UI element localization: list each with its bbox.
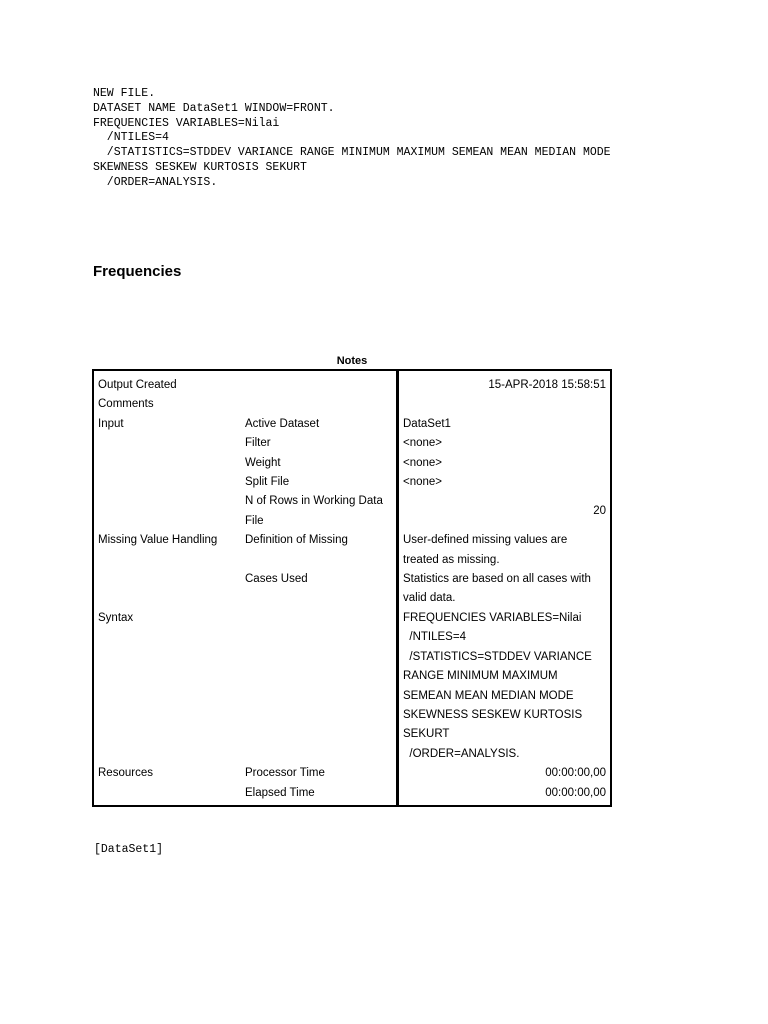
row-value: <none> <box>398 454 612 473</box>
row-item-label <box>241 609 398 764</box>
row-group-label <box>93 454 241 473</box>
row-group-label: Input <box>93 415 241 434</box>
syntax-line: DATASET NAME DataSet1 WINDOW=FRONT. <box>93 101 335 115</box>
section-title: Frequencies <box>93 263 182 280</box>
table-row <box>93 370 611 395</box>
row-value: DataSet1 <box>398 415 612 434</box>
notes-table-body <box>93 370 611 806</box>
row-value: FREQUENCIES VARIABLES=Nilai /NTILES=4 /STATISTICS=STDDEV VARIANCE RANGE MINIMUM MAXIMUM SEMEAN MEAN MEDIAN MODE SKEWNESS SESKEW KURTOSIS SEKURT /ORDER=ANALYSIS. <box>398 609 612 764</box>
row-item-label <box>241 395 398 414</box>
row-item-label: Weight <box>245 456 281 469</box>
table-row <box>93 434 611 453</box>
row-group-label: Syntax <box>93 609 241 764</box>
table-row <box>93 609 611 764</box>
row-item-label: N of Rows in Working Data File <box>245 495 383 527</box>
syntax-line: FREQUENCIES VARIABLES=Nilai <box>93 116 280 130</box>
table-row <box>93 784 611 806</box>
row-value: <none> <box>398 473 612 492</box>
table-row <box>93 473 611 492</box>
row-value: 20 <box>398 492 612 531</box>
syntax-line: NEW FILE. <box>93 87 156 100</box>
row-group-label: Output Created <box>93 370 241 395</box>
row-value: Statistics are based on all cases with valid data. <box>398 570 612 609</box>
table-row <box>93 395 611 414</box>
row-group-label <box>93 434 241 453</box>
row-group-label <box>93 492 241 531</box>
table-row <box>93 492 611 531</box>
row-item-label: Active Dataset <box>245 417 320 430</box>
row-item-label: Filter <box>245 437 271 450</box>
syntax-line: SKEWNESS SESKEW KURTOSIS SEKURT <box>93 160 307 174</box>
row-item-label: Elapsed Time <box>241 784 398 806</box>
syntax-line: /ORDER=ANALYSIS. <box>93 175 218 189</box>
row-group-label <box>93 473 241 492</box>
row-value <box>398 395 612 414</box>
table-row <box>93 570 611 609</box>
row-item-label: Split File <box>245 476 290 489</box>
notes-table <box>92 369 612 807</box>
row-item-label: Definition of Missing <box>245 534 348 547</box>
syntax-line: /NTILES=4 <box>93 131 169 145</box>
row-group-label <box>93 784 241 806</box>
row-group-label: Comments <box>93 395 241 414</box>
row-group-label <box>93 570 241 609</box>
row-group-label: Resources <box>93 764 241 783</box>
row-item-label <box>241 370 398 395</box>
row-value: 00:00:00,00 <box>398 784 612 806</box>
row-value: <none> <box>398 434 612 453</box>
row-item-label: Processor Time <box>245 767 325 780</box>
row-value: 00:00:00,00 <box>398 764 612 783</box>
table-row <box>93 531 611 570</box>
notes-table-title: Notes <box>336 355 368 367</box>
syntax-line: /STATISTICS=STDDEV VARIANCE RANGE MINIMUM MAXIMUM SEMEAN MEAN MEDIAN MODE <box>93 146 611 160</box>
row-group-label: Missing Value Handling <box>93 531 241 570</box>
dataset-tag: [DataSet1] <box>94 843 164 856</box>
table-row <box>93 764 611 783</box>
row-value: User-defined missing values are treated as missing. <box>398 531 612 570</box>
table-row <box>93 415 611 434</box>
table-row <box>93 454 611 473</box>
row-value: 15-APR-2018 15:58:51 <box>398 370 612 395</box>
syntax-block <box>93 87 611 191</box>
row-item-label: Cases Used <box>245 573 308 586</box>
